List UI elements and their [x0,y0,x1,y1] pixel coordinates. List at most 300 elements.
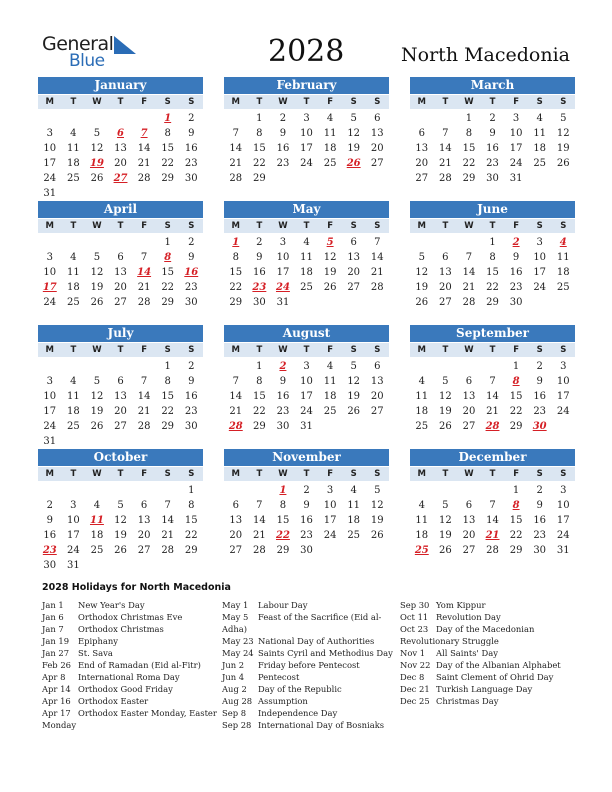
empty-cell [179,558,203,573]
week-row [224,528,389,543]
empty-cell [109,558,133,573]
day-cell: 23 [276,406,290,417]
day-cell: 25 [347,530,361,541]
holiday-item [222,611,402,635]
empty-cell [132,483,156,498]
week-row [410,250,575,265]
day-cell: 21 [161,530,175,541]
day-cell: 30 [184,173,198,184]
empty-cell [295,171,319,186]
day-cell: 27 [439,297,452,308]
weekday-label: S [374,97,381,107]
day-cell: 10 [556,376,570,387]
empty-cell [410,111,434,126]
day-cell: 24 [43,421,57,432]
day-cell: 9 [536,500,543,511]
week-row [224,389,389,404]
empty-cell [38,111,62,126]
weekday-label: M [231,221,241,231]
day-cell: 22 [161,406,175,417]
empty-cell [85,186,109,201]
day-cell: 30 [184,297,198,308]
week-row [38,265,203,280]
day-cell: 2 [188,361,195,372]
empty-cell [481,483,505,498]
day-cell: 17 [300,391,313,402]
day-cell: 29 [509,545,523,556]
day-cell: 15 [161,143,175,154]
day-cell: 18 [415,530,429,541]
holiday-item [222,647,402,659]
weekday-label: S [536,345,543,355]
day-cell: 30 [486,173,499,184]
week-row [224,141,389,156]
holiday-name: Yom Kippur [436,600,486,610]
month-title: February [224,77,389,94]
holiday-date: Apr 8 [42,672,66,682]
day-cell: 2 [256,237,263,248]
month-title: December [410,449,575,466]
empty-cell [132,235,156,250]
day-cell: 27 [114,297,127,308]
holiday-item [400,599,580,611]
holiday-date: Sep 8 [222,708,247,718]
empty-cell [551,295,575,310]
weekday-label: F [327,97,333,107]
holiday-item [42,647,222,659]
day-cell: 20 [439,282,452,293]
empty-cell [295,295,319,310]
day-cell: 29 [184,545,198,556]
day-cell: 1 [164,361,171,372]
day-cell: 28 [253,545,266,556]
week-row [38,171,203,186]
week-row [410,513,575,528]
week-row [224,171,389,186]
page-title-year: 2028 [268,34,345,69]
day-cell: 5 [93,252,101,263]
day-cell: 21 [486,406,499,417]
weekday-header [410,95,575,109]
week-row [224,419,389,434]
day-cell: 4 [70,252,77,263]
holiday-item [400,671,580,683]
day-cell: 2 [188,237,195,248]
holiday-date: Apr 16 [42,696,71,706]
day-cell: 2 [489,113,496,124]
month-title: May [224,201,389,218]
weekday-label: W [92,469,102,479]
day-cell: 23 [276,158,290,169]
day-cell: 6 [350,237,357,248]
empty-cell [528,171,552,186]
weekday-label: S [374,221,381,231]
day-cell: 29 [253,421,266,432]
day-cell: 16 [184,267,199,278]
weekday-label: T [489,221,496,231]
day-cell: 26 [556,158,570,169]
day-cell: 4 [350,485,357,496]
empty-cell [318,171,342,186]
weekday-label: S [536,97,543,107]
day-cell: 28 [161,545,175,556]
day-cell: 3 [303,113,310,124]
day-cell: 3 [560,485,567,496]
day-cell: 19 [89,158,104,169]
day-cell: 6 [117,128,124,139]
day-cell: 5 [93,376,101,387]
weekday-label: F [327,221,333,231]
month-july [38,325,203,449]
weekday-label: M [45,469,55,479]
day-cell: 10 [43,143,57,154]
weekday-label: S [350,97,357,107]
holiday-item [42,659,222,671]
holiday-date: May 5 [222,612,249,622]
day-cell: 28 [229,173,243,184]
empty-cell [85,483,109,498]
weekday-label: M [231,469,241,479]
day-cell: 25 [323,158,337,169]
day-cell: 7 [140,252,148,263]
day-cell: 21 [439,158,452,169]
day-cell: 9 [188,252,195,263]
day-cell: 10 [43,391,57,402]
day-cell: 4 [326,113,334,124]
empty-cell [156,483,180,498]
day-cell: 30 [533,545,547,556]
empty-cell [109,483,133,498]
holiday-date: Aug 2 [222,684,247,694]
day-cell: 22 [253,406,266,417]
empty-cell [62,111,86,126]
month-title: September [410,325,575,342]
week-row [410,141,575,156]
day-cell: 3 [70,500,77,511]
empty-cell [62,186,86,201]
day-cell: 22 [161,158,175,169]
holiday-name: International Roma Day [78,672,180,682]
day-cell: 30 [276,421,290,432]
day-cell: 26 [90,297,104,308]
weekday-label: W [278,469,288,479]
holiday-item [400,683,580,695]
holiday-name: Epiphany [78,636,119,646]
holidays-title: 2028 Holidays for North Macedonia [42,582,231,593]
day-cell: 18 [67,282,80,293]
day-cell: 4 [303,237,310,248]
holiday-date: Nov 1 [400,648,426,658]
holiday-date: Oct 11 [400,612,429,622]
day-cell: 13 [114,267,127,278]
day-cell: 28 [137,173,151,184]
month-april [38,201,203,310]
holiday-date: Oct 23 [400,624,429,634]
holiday-item [42,611,222,623]
day-cell: 29 [253,173,266,184]
day-cell: 26 [90,421,104,432]
day-cell: 18 [415,406,429,417]
week-row [38,543,203,558]
day-cell: 27 [114,421,127,432]
weekday-label: T [303,469,310,479]
day-cell: 25 [90,545,104,556]
day-cell: 14 [137,143,151,154]
weekday-label: T [256,469,263,479]
weekday-label: S [560,345,567,355]
holiday-name: All Saints' Day [436,648,498,658]
day-cell: 6 [117,252,124,263]
weekday-label: T [117,345,124,355]
month-title: January [38,77,203,94]
day-cell: 10 [43,267,57,278]
week-row [224,295,389,310]
day-cell: 16 [184,143,198,154]
day-cell: 1 [256,113,263,124]
day-cell: 9 [279,376,287,387]
holiday-column [400,599,580,707]
day-cell: 23 [509,282,523,293]
weekday-label: T [256,345,263,355]
day-cell: 12 [415,267,429,278]
empty-cell [224,111,248,126]
holiday-name: Pentecost [258,672,300,682]
day-cell: 10 [323,500,337,511]
week-row [410,543,575,558]
day-cell: 23 [252,282,267,293]
day-cell: 20 [415,158,429,169]
day-cell: 5 [442,500,449,511]
holiday-item [400,647,580,659]
day-cell: 21 [229,158,243,169]
day-cell: 5 [560,113,567,124]
day-cell: 17 [43,406,57,417]
holiday-name: Saints Cyril and Methodius Day [258,648,393,658]
day-cell: 7 [140,376,148,387]
weekday-label: M [45,221,55,231]
day-cell: 16 [509,267,523,278]
weekday-label: T [70,221,77,231]
holiday-date: May 1 [222,600,249,610]
day-cell: 31 [43,188,57,199]
day-cell: 24 [275,282,290,293]
day-cell: 12 [90,267,104,278]
empty-cell [38,235,62,250]
week-row [410,111,575,126]
day-cell: 29 [486,297,499,308]
day-cell: 18 [556,267,570,278]
day-cell: 14 [161,515,175,526]
day-cell: 26 [114,545,127,556]
weekday-label: S [536,469,543,479]
week-row [38,235,203,250]
day-cell: 11 [300,252,313,263]
day-cell: 20 [114,406,127,417]
day-cell: 9 [512,252,520,263]
empty-cell [132,111,156,126]
day-cell: 3 [303,361,310,372]
day-cell: 2 [512,237,520,248]
day-cell: 11 [323,376,337,387]
day-cell: 22 [462,158,476,169]
day-cell: 13 [347,252,361,263]
day-cell: 2 [279,361,287,372]
empty-cell [85,111,109,126]
weekday-label: T [70,345,77,355]
weekday-label: W [278,221,288,231]
day-cell: 23 [42,545,57,556]
day-cell: 19 [556,143,570,154]
weekday-label: M [417,345,427,355]
day-cell: 28 [485,421,500,432]
empty-cell [132,359,156,374]
day-cell: 17 [276,267,290,278]
day-cell: 17 [556,391,570,402]
day-cell: 29 [229,297,243,308]
empty-cell [248,483,272,498]
day-cell: 5 [117,500,124,511]
week-row [38,280,203,295]
holiday-item [222,599,402,611]
weekday-label: S [560,221,567,231]
day-cell: 22 [486,282,499,293]
empty-cell [224,359,248,374]
day-cell: 20 [137,530,151,541]
day-cell: 2 [303,485,310,496]
day-cell: 6 [374,113,381,124]
week-row [410,235,575,250]
week-row [38,419,203,434]
day-cell: 23 [184,282,198,293]
empty-cell [342,419,366,434]
day-cell: 1 [279,485,287,496]
holiday-item [222,695,402,707]
holiday-item [42,635,222,647]
empty-cell [457,359,481,374]
holiday-date: Dec 25 [400,696,430,706]
day-cell: 16 [276,391,290,402]
empty-cell [156,558,180,573]
day-cell: 9 [303,500,310,511]
empty-cell [85,558,109,573]
day-cell: 16 [533,391,547,402]
day-cell: 19 [370,515,384,526]
weekday-header [410,219,575,233]
day-cell: 27 [462,545,476,556]
holiday-date: Dec 8 [400,672,425,682]
day-cell: 28 [439,173,452,184]
week-row [224,265,389,280]
day-cell: 13 [370,376,384,387]
day-cell: 10 [300,128,313,139]
month-january [38,77,203,201]
month-may [224,201,389,310]
day-cell: 16 [184,391,198,402]
day-cell: 24 [43,173,57,184]
logo-blue-text: Blue [69,51,105,71]
day-cell: 18 [90,530,104,541]
day-cell: 12 [370,500,384,511]
empty-cell [434,483,458,498]
holiday-item [222,635,402,647]
empty-cell [132,434,156,449]
holiday-item [42,707,222,731]
day-cell: 3 [46,128,53,139]
day-cell: 27 [113,173,128,184]
day-cell: 20 [114,282,127,293]
day-cell: 6 [418,128,425,139]
day-cell: 20 [347,267,361,278]
day-cell: 25 [300,282,313,293]
day-cell: 24 [533,282,547,293]
empty-cell [365,171,389,186]
weekday-label: F [141,469,147,479]
day-cell: 26 [323,282,337,293]
empty-cell [109,111,133,126]
day-cell: 14 [137,267,152,278]
weekday-label: F [513,469,519,479]
day-cell: 8 [232,252,239,263]
day-cell: 18 [347,515,361,526]
day-cell: 30 [253,297,266,308]
day-cell: 16 [533,515,547,526]
holiday-date: Sep 30 [400,600,430,610]
day-cell: 24 [323,530,337,541]
weekday-label: S [164,97,171,107]
day-cell: 12 [347,128,361,139]
day-cell: 28 [137,421,151,432]
weekday-header [38,343,203,357]
weekday-label: T [489,345,496,355]
day-cell: 31 [276,297,290,308]
day-cell: 8 [465,128,473,139]
holiday-date: May 23 [222,636,254,646]
day-cell: 24 [556,406,570,417]
weekday-label: S [350,345,357,355]
day-cell: 20 [370,143,384,154]
day-cell: 10 [533,252,547,263]
day-cell: 26 [346,158,361,169]
day-cell: 7 [232,376,239,387]
day-cell: 9 [256,252,263,263]
day-cell: 31 [43,436,57,447]
day-cell: 29 [509,421,523,432]
day-cell: 7 [442,128,449,139]
day-cell: 31 [509,173,523,184]
day-cell: 16 [253,267,266,278]
day-cell: 8 [188,500,195,511]
weekday-label: T [117,221,124,231]
day-cell: 1 [512,485,520,496]
weekday-header [410,343,575,357]
holiday-name: Christmas Day [436,696,499,706]
empty-cell [38,483,62,498]
week-row [410,528,575,543]
day-cell: 6 [140,500,148,511]
holiday-item [222,719,402,731]
weekday-label: T [303,221,310,231]
day-cell: 27 [137,545,151,556]
empty-cell [342,543,366,558]
day-cell: 25 [415,421,429,432]
holiday-date: Aug 28 [222,696,253,706]
day-cell: 15 [276,515,290,526]
week-row [224,235,389,250]
empty-cell [342,295,366,310]
empty-cell [179,186,203,201]
weekday-label: F [141,345,147,355]
day-cell: 29 [161,421,175,432]
